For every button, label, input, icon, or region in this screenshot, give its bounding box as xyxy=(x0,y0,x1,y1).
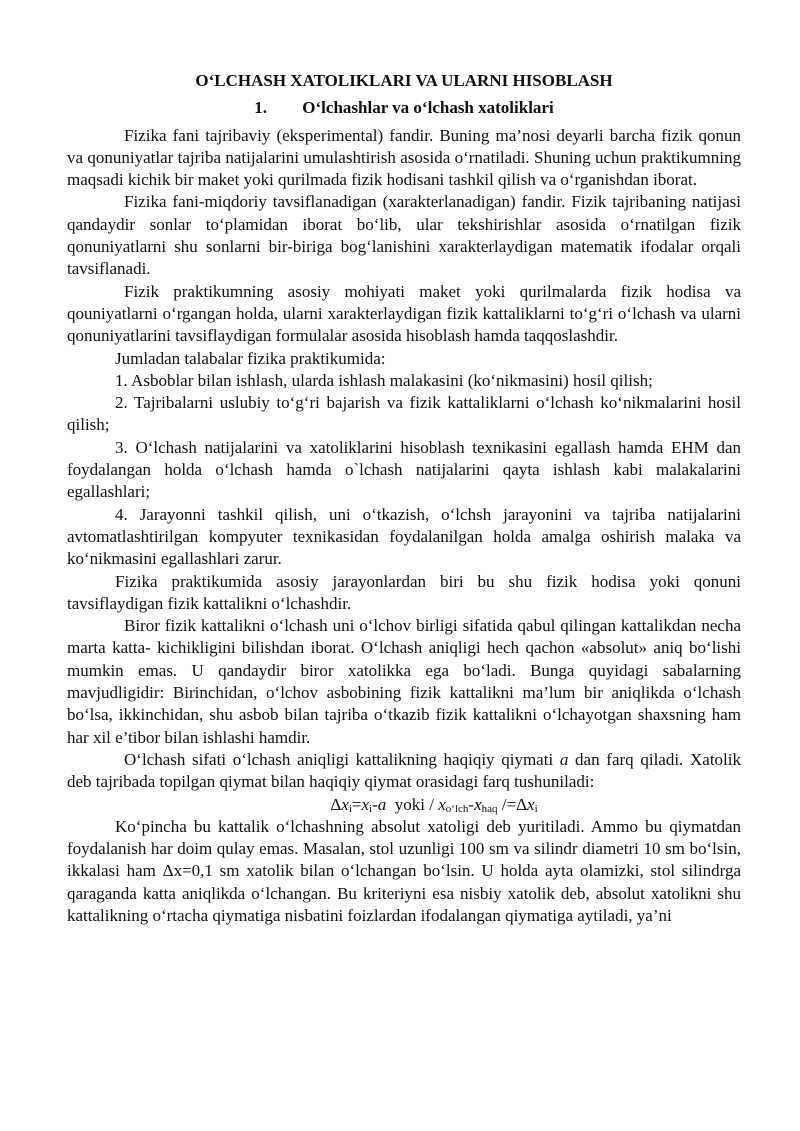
formula-slash: / xyxy=(429,794,434,814)
list-item-4: 4. Jarayonni tashkil qilish, uni o‘tkazish, o‘lchsh jarayonini va tajriba natijalarini avtomatlashtirilgan kompyuter texnikasidan foydalanilgan holda amalga oshirish malaka va ko‘nikmasini egallashlari zarur. xyxy=(67,504,741,569)
formula-x2: x xyxy=(361,794,370,814)
list-item-1: 1. Asboblar bilan ishlash, ularda ishlash malakasini (ko‘nikmasini) hosil qilish; xyxy=(115,370,653,390)
section-number: 1. xyxy=(254,98,268,118)
error-formula xyxy=(67,794,741,816)
section-title: O‘lchashlar va o‘lchash xatoliklari xyxy=(302,98,554,118)
formula-sub-i: i xyxy=(348,802,352,815)
paragraph-2: Fizika fani-miqdoriy tavsiflanadigan (xarakterlanadigan) fandir. Fizik tajribaning natijasi qandaydir sonlar to‘plamidan iborat bo‘lib, ular tekshirishlar asosida o‘rnatilgan fizik qonuniyatlarni shu sonlarni bir-biriga bog‘lanishini xarakterlaydigan matematik ifodalar orqali tavsiflanadi. xyxy=(67,192,741,279)
formula-x3: x xyxy=(438,794,446,814)
formula-minus: - xyxy=(468,794,475,814)
list-item-2: 2. Tajribalarni uslubiy to‘g‘ri bajarish va fizik kattaliklarni o‘lchash ko‘nikmalarini hosil qilish; xyxy=(67,393,741,435)
paragraph-10: Biror fizik kattalikni o‘lchash uni o‘lchov birligi sifatida qabul qilingan kattalikdan necha marta katta- kichikligini bilishdan iborat. O‘lchash aniqligi hech qachon «absolut» aniq bo‘lishi mumkin emas. U qandaydir biror xatolikka ega bo‘ladi. Bunga quyidagi sabalarning mavjudligidir: Birinchidan, o‘lchov asbobining fizik kattalikni ma’lum bir aniqlikda o‘lchash bo‘lsa, ikkinchidan, shu asbob bilan tajriba o‘tkazib fizik kattalikni o‘lchayotgan shaxsning ham har xil e’tibor bilan ishlashi hamdir. xyxy=(67,616,741,747)
paragraph-9: Fizika praktikumida asosiy jarayonlardan biri bu shu fizik hodisa yoki qonuni tavsiflaydigan fizik kattalikni o‘lchashdir. xyxy=(67,571,741,613)
paragraph-4: Jumladan talabalar fizika praktikumida: xyxy=(115,348,386,368)
formula-tail: /=Δ xyxy=(501,794,528,814)
formula-x: x xyxy=(341,794,349,814)
formula-sub-i3: i xyxy=(534,802,538,815)
paragraph-12: Ko‘pincha bu kattalik o‘lchashning absolut xatoligi deb yuritiladi. Ammo bu qiymatdan foydalanish har doim qulay emas. Masalan, stol uzunligi 100 sm va silindr diametri 10 sm bo‘lsin, ikkalasi ham Δx=0,1 sm xatolik bilan o‘lchangan bo‘lsin. U holda ayta olamizki, stol silindrga qaraganda katta aniqlikda o‘lchangan. Bu kriteriyni esa nisbiy xatolik deb, absolut xatolikni shu kattalikning o‘rtacha qiymatiga nisbatini foizlardan ifodalangan qiymatiga aytiladi, ya’ni xyxy=(67,816,741,925)
p11-before: O‘lchash sifati o‘lchash aniqligi kattalikning haqiqiy qiymati xyxy=(124,749,560,769)
section-heading xyxy=(67,97,741,119)
p11-var: a xyxy=(559,749,569,769)
paragraph-3: Fizik praktikumning asosiy mohiyati maket yoki qurilmalarda fizik hodisa va qouniyatlarni o‘rgangan holda, ularni xarakterlaydigan fizik kattaliklarni to‘g‘ri o‘lchash va ularni qonuniyatlarini tavsiflaydigan formulalar asosida hisoblash hamda taqqoslashdir. xyxy=(67,281,741,346)
formula-sub-haq: haq xyxy=(481,802,498,815)
formula-x4: x xyxy=(474,794,482,814)
page-title: O‘LCHASH XATOLIKLARI VA ULARNI HISOBLASH xyxy=(195,71,613,90)
p11-after: dan farq qiladi. Xatolik deb tajribada topilgan qiymat bilan haqiqiy qiymat orasidagi farq tushuniladi: xyxy=(67,749,741,792)
paragraph-11 xyxy=(67,749,741,794)
formula-delta: Δ xyxy=(330,794,342,814)
formula-x5: x xyxy=(527,794,535,814)
formula-yoki: yoki xyxy=(394,794,426,814)
formula-eq: = xyxy=(351,794,362,814)
list-item-3: 3. O‘lchash natijalarini va xatoliklarini hisoblash texnikasini egallash hamda EHM dan foydalangan holda o‘lchash hamda o`lchash natijalarini qayta ishlash kabi malakalarini egallashlari; xyxy=(67,437,741,502)
paragraph-1: Fizika fani tajribaviy (eksperimental) fandir. Buning ma’nosi deyarli barcha fizik qonun va qonuniyatlar tajriba natijalarini umulashtirish asosida o‘rnatiladi. Shuning uchun praktikumning maqsadi kichik bir maket yoki qurilmada fizik hodisani tashkil qilish va o‘rganishdan iborat. xyxy=(67,125,741,190)
formula-sub-i2: i xyxy=(369,802,373,815)
formula-sub-olch: o‘lch xyxy=(445,802,469,815)
document-page xyxy=(67,70,741,927)
formula-minus-a: -a xyxy=(372,794,387,814)
